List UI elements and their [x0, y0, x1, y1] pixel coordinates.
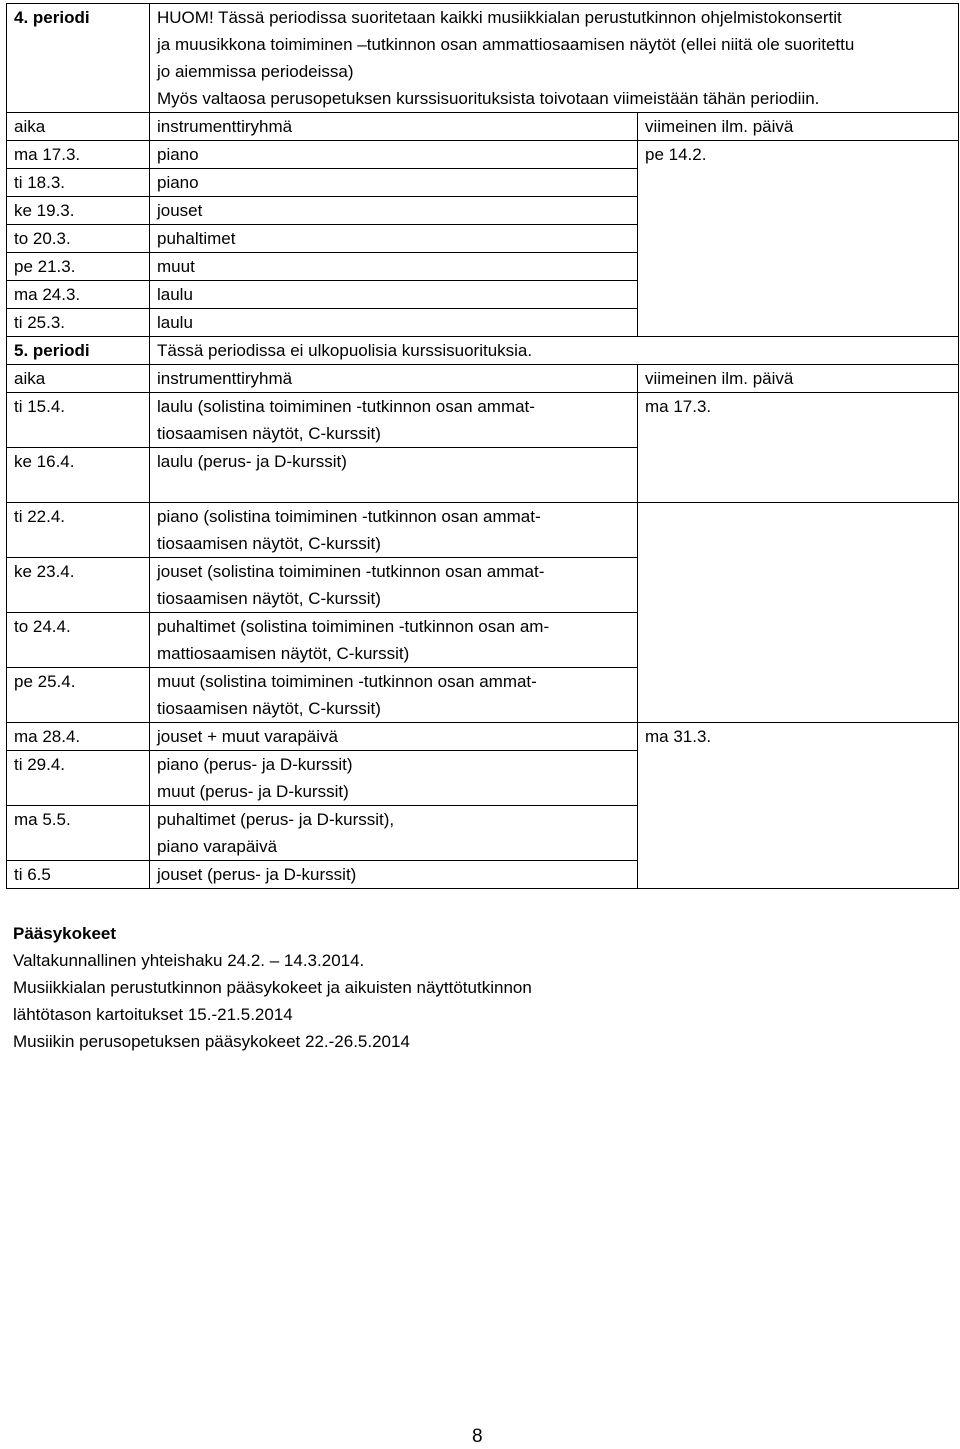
- row-group-line: piano (perus- ja D-kurssit): [157, 755, 353, 774]
- period5-column-headers: [7, 365, 959, 393]
- row-group: [150, 806, 638, 861]
- row-time: to 24.4.: [7, 613, 150, 668]
- row-group-line: piano varapäivä: [157, 837, 278, 856]
- row-group: [150, 613, 638, 668]
- period4-notice: [150, 4, 959, 113]
- row-group: [150, 668, 638, 723]
- period4-label: 4. periodi: [7, 4, 150, 113]
- table-row: [7, 393, 959, 448]
- row-group-line: laulu (solistina toimiminen -tutkinnon osan ammat-: [157, 397, 535, 416]
- row-time: to 20.3.: [7, 225, 150, 253]
- entrance-exams-section: [13, 920, 913, 1055]
- period5-label: 5. periodi: [7, 337, 150, 365]
- row-group-line: jouset (perus- ja D-kurssit): [157, 865, 357, 884]
- row-group-line: muut (perus- ja D-kurssit): [157, 782, 349, 801]
- entrance-line: lähtötason kartoitukset 15.-21.5.2014: [13, 1005, 293, 1024]
- header-deadline: viimeinen ilm. päivä: [638, 365, 959, 393]
- period5-note: Tässä periodissa ei ulkopuolisia kurssisuorituksia.: [150, 337, 959, 365]
- row-group-line: puhaltimet (perus- ja D-kurssit),: [157, 810, 395, 829]
- row-group-line: mattiosaamisen näytöt, C-kurssit): [157, 644, 410, 663]
- period5-deadline-2: ma 31.3.: [638, 723, 959, 889]
- row-group: [150, 861, 638, 889]
- row-time: ti 25.3.: [7, 309, 150, 337]
- header-time: aika: [7, 365, 150, 393]
- row-time: ti 6.5: [7, 861, 150, 889]
- row-group: [150, 723, 638, 751]
- notice-line: ja muusikkona toimiminen –tutkinnon osan ammattiosaamisen näytöt (ellei niitä ole suoritettu: [157, 35, 855, 54]
- page-number: 8: [472, 1426, 483, 1447]
- period5-deadline-empty: [638, 503, 959, 723]
- row-group-line: tiosaamisen näytöt, C-kurssit): [157, 699, 381, 718]
- period5-deadline-1: ma 17.3.: [638, 393, 959, 503]
- row-group-line: tiosaamisen näytöt, C-kurssit): [157, 534, 381, 553]
- row-time: ti 18.3.: [7, 169, 150, 197]
- row-time: ti 15.4.: [7, 393, 150, 448]
- row-group-line: jouset + muut varapäivä: [157, 727, 338, 746]
- header-group: instrumenttiryhmä: [150, 365, 638, 393]
- row-time: pe 25.4.: [7, 668, 150, 723]
- row-group-line: muut (solistina toimiminen -tutkinnon osan ammat-: [157, 672, 537, 691]
- header-time: aika: [7, 113, 150, 141]
- period4-deadline: pe 14.2.: [638, 141, 959, 337]
- entrance-line: Musiikkialan perustutkinnon pääsykokeet ja aikuisten näyttötutkinnon: [13, 978, 532, 997]
- row-time: ma 5.5.: [7, 806, 150, 861]
- row-group: [150, 503, 638, 558]
- entrance-line: Musiikin perusopetuksen pääsykokeet 22.-26.5.2014: [13, 1032, 410, 1051]
- row-group-line: puhaltimet (solistina toimiminen -tutkinnon osan am-: [157, 617, 550, 636]
- notice-line: Myös valtaosa perusopetuksen kurssisuorituksista toivotaan viimeistään tähän periodiin.: [157, 89, 820, 108]
- row-group-line: laulu (perus- ja D-kurssit): [157, 452, 347, 471]
- row-time: ke 19.3.: [7, 197, 150, 225]
- table-row: [7, 503, 959, 558]
- period4-header-row: [7, 4, 959, 113]
- row-group: puhaltimet: [150, 225, 638, 253]
- row-time: ti 29.4.: [7, 751, 150, 806]
- row-group: piano: [150, 169, 638, 197]
- row-group-line: tiosaamisen näytöt, C-kurssit): [157, 424, 381, 443]
- row-time: ke 23.4.: [7, 558, 150, 613]
- row-group: [150, 751, 638, 806]
- row-group: jouset: [150, 197, 638, 225]
- row-group: laulu: [150, 309, 638, 337]
- row-time: ma 24.3.: [7, 281, 150, 309]
- row-group-spacer: [157, 475, 637, 502]
- table-row: [7, 141, 959, 169]
- row-group-line: piano (solistina toimiminen -tutkinnon osan ammat-: [157, 507, 541, 526]
- schedule-table: [6, 3, 959, 889]
- header-group: instrumenttiryhmä: [150, 113, 638, 141]
- row-group: [150, 393, 638, 448]
- row-group: [150, 558, 638, 613]
- row-time: pe 21.3.: [7, 253, 150, 281]
- row-time: ma 28.4.: [7, 723, 150, 751]
- row-group: muut: [150, 253, 638, 281]
- table-row: [7, 723, 959, 751]
- row-group: piano: [150, 141, 638, 169]
- header-deadline: viimeinen ilm. päivä: [638, 113, 959, 141]
- notice-line: HUOM! Tässä periodissa suoritetaan kaikki musiikkialan perustutkinnon ohjelmistokonsertit: [157, 8, 842, 27]
- entrance-line: Valtakunnallinen yhteishaku 24.2. – 14.3.2014.: [13, 951, 365, 970]
- period4-column-headers: [7, 113, 959, 141]
- row-time: ti 22.4.: [7, 503, 150, 558]
- row-time: ke 16.4.: [7, 448, 150, 503]
- row-group-line: jouset (solistina toimiminen -tutkinnon osan ammat-: [157, 562, 545, 581]
- row-time: ma 17.3.: [7, 141, 150, 169]
- period5-header-row: [7, 337, 959, 365]
- row-group: laulu: [150, 281, 638, 309]
- row-group: [150, 448, 638, 503]
- notice-line: jo aiemmissa periodeissa): [157, 62, 354, 81]
- row-group-line: tiosaamisen näytöt, C-kurssit): [157, 589, 381, 608]
- entrance-heading: Pääsykokeet: [13, 924, 117, 943]
